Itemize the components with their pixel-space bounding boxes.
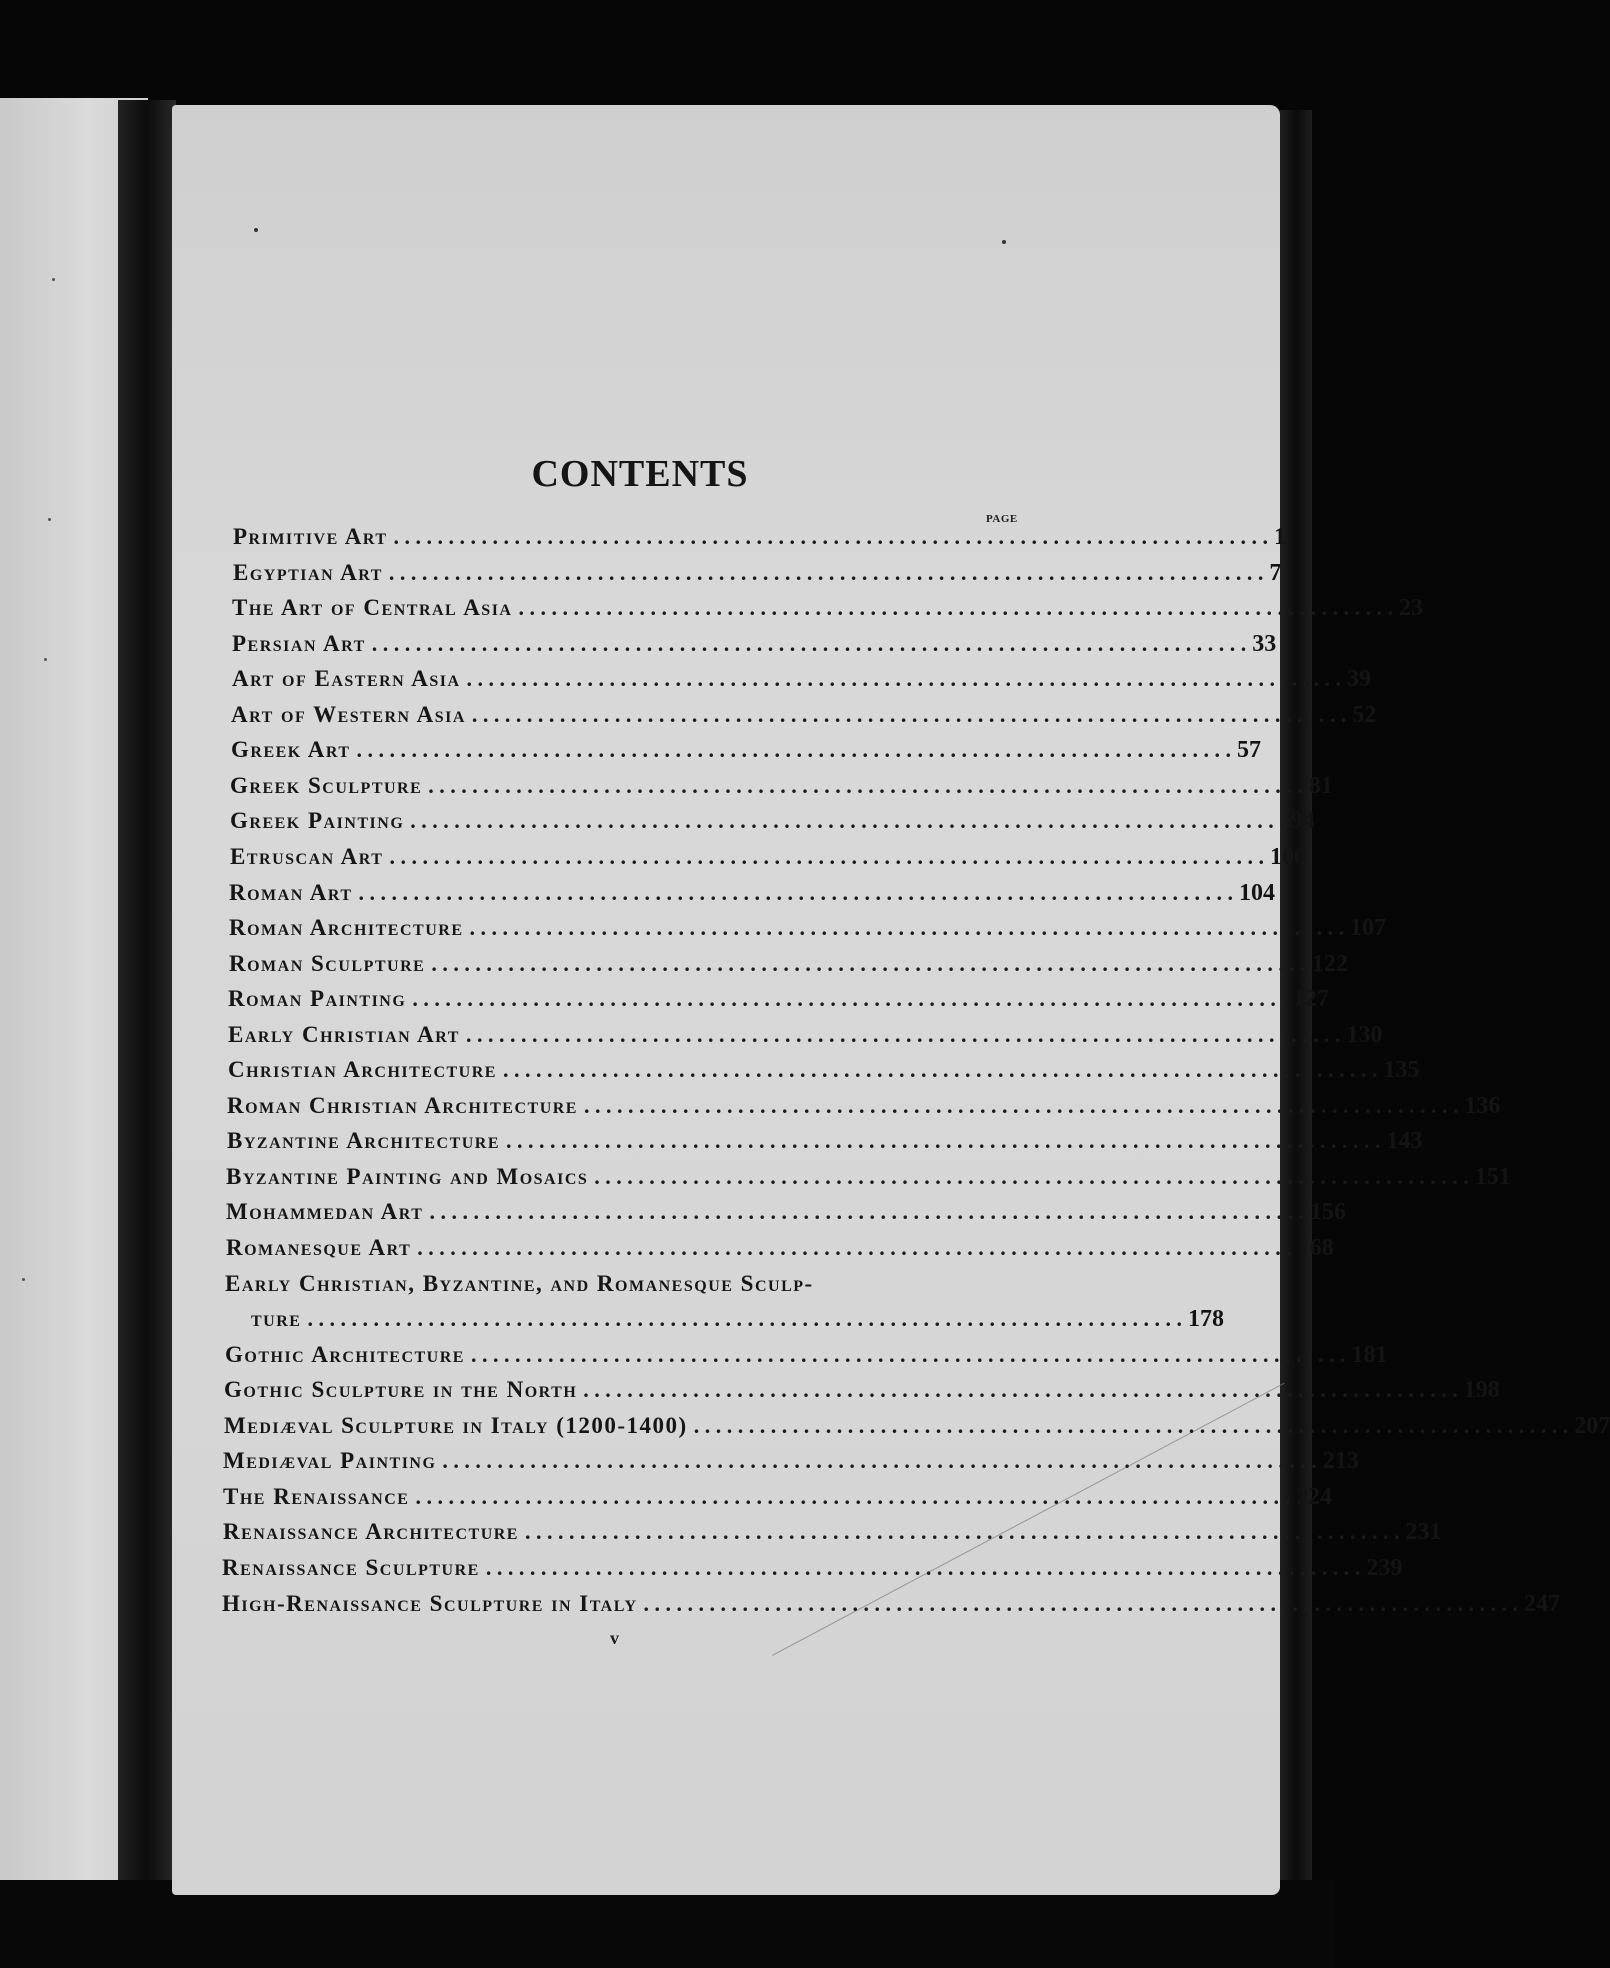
- toc-entry-page: 151: [1474, 1163, 1511, 1190]
- toc-entry: [231, 701, 1377, 734]
- toc-entry: [230, 808, 1315, 840]
- paper-speck: [1002, 240, 1006, 244]
- toc-entry-page: 247: [1524, 1590, 1560, 1617]
- toc-entry-title: Roman Painting: [228, 986, 407, 1012]
- toc-entry-title: Roman Sculpture: [229, 950, 426, 976]
- dot-leader: . . . . . . . . . . . . . . . . . . . . . . . . . . . . . . . . . . . . . . . . . . . . . . . . . . . . . . . . . . . . . . . . . . . . . . . . . . . . . . . .: [465, 1021, 1341, 1047]
- toc-entry: [225, 1306, 1224, 1338]
- toc-entry: [222, 1554, 1403, 1587]
- toc-entry-page: 181: [1351, 1341, 1388, 1368]
- toc-entry: [232, 666, 1372, 698]
- toc-entry-page: 198: [1463, 1377, 1500, 1404]
- toc-entry-title: Roman Christian Architecture: [227, 1092, 578, 1118]
- dot-leader: . . . . . . . . . . . . . . . . . . . . . . . . . . . . . . . . . . . . . . . . . . . . . . . . . . . . . . . . . . . . . . . . . . . . . . . . . . . . . . . .: [583, 1377, 1458, 1403]
- toc-entry: [225, 1341, 1388, 1374]
- toc-entry-page: 130: [1346, 1021, 1383, 1048]
- toc-entry-title: High-Renaissance Sculpture in Italy: [222, 1590, 638, 1616]
- toc-entry-title: Mediæval Sculpture in Italy (1200-1400): [224, 1412, 688, 1438]
- toc-entry: [232, 595, 1423, 627]
- toc-entry-title: The Renaissance: [223, 1483, 410, 1509]
- paper-speck: [254, 228, 258, 232]
- toc-entry-title: Early Christian, Byzantine, and Romanesque Sculp-: [225, 1270, 814, 1296]
- toc-entry-title: ture: [251, 1306, 302, 1332]
- dot-leader: . . . . . . . . . . . . . . . . . . . . . . . . . . . . . . . . . . . . . . . . . . . . . . . . . . . . . . . . . . . . . . . . . . . . . . . . . . . . . . . .: [393, 524, 1269, 549]
- paper-speck: [48, 518, 51, 521]
- toc-entry: [230, 772, 1333, 805]
- dot-leader: . . . . . . . . . . . . . . . . . . . . . . . . . . . . . . . . . . . . . . . . . . . . . . . . . . . . . . . . . . . . . . . . . . . . . . . . . . . . . . . .: [643, 1590, 1518, 1616]
- toc-entry: [229, 915, 1386, 947]
- toc-entry: [226, 1235, 1334, 1267]
- toc-entry-title: Mohammedan Art: [226, 1199, 424, 1225]
- dot-leader: . . . . . . . . . . . . . . . . . . . . . . . . . . . . . . . . . . . . . . . . . . . . . . . . . . . . . . . . . . . . . . . . . . . . . . . . . . . . . . . .: [429, 1199, 1304, 1225]
- toc-entry: [229, 950, 1348, 983]
- dot-leader: . . . . . . . . . . . . . . . . . . . . . . . . . . . . . . . . . . . . . . . . . . . . . . . . . . . . . . . . . . . . . . . . . . . . . . . . . . . . . . . .: [412, 986, 1287, 1012]
- dot-leader: . . . . . . . . . . . . . . . . . . . . . . . . . . . . . . . . . . . . . . . . . . . . . . . . . . . . . . . . . . . . . . . . . . . . . . . . . . . . . . . .: [524, 1519, 1400, 1545]
- paper-speck: [22, 1278, 25, 1281]
- paper-speck: [44, 658, 47, 661]
- toc-entry-page: 135: [1383, 1057, 1420, 1084]
- dot-leader: . . . . . . . . . . . . . . . . . . . . . . . . . . . . . . . . . . . . . . . . . . . . . . . . . . . . . . . . . . . . . . . . . . . . . . . . . . . . . . . .: [371, 630, 1247, 656]
- paper-speck: [52, 278, 55, 281]
- toc-entry: [227, 1092, 1501, 1125]
- toc-entry: [223, 1448, 1359, 1480]
- toc-entry: [226, 1163, 1511, 1196]
- toc-entry-page: 178: [1187, 1306, 1224, 1333]
- dot-leader: . . . . . . . . . . . . . . . . . . . . . . . . . . . . . . . . . . . . . . . . . . . . . . . . . . . . . . . . . . . . . . . . . . . . . . . . . . . . . . . .: [388, 559, 1264, 585]
- toc-entry-page: 104: [1239, 879, 1276, 906]
- dot-leader: . . . . . . . . . . . . . . . . . . . . . . . . . . . . . . . . . . . . . . . . . . . . . . . . . . . . . . . . . . . . . . . . . . . . . . . . . . . . . . . .: [307, 1306, 1182, 1332]
- dot-leader: . . . . . . . . . . . . . . . . . . . . . . . . . . . . . . . . . . . . . . . . . . . . . . . . . . . . . . . . . . . . . . . . . . . . . . . . . . . . . . . .: [470, 1341, 1346, 1367]
- dot-leader: . . . . . . . . . . . . . . . . . . . . . . . . . . . . . . . . . . . . . . . . . . . . . . . . . . . . . . . . . . . . . . . . . . . . . . . . . . . . . . . .: [431, 950, 1306, 976]
- toc-entry: [225, 1271, 1030, 1303]
- toc-entry-title: Primitive Art: [233, 524, 388, 549]
- dot-leader: . . . . . . . . . . . . . . . . . . . . . . . . . . . . . . . . . . . . . . . . . . . . . . . . . . . . . . . . . . . . . . . . . . . . . . . . . . . . . . . .: [356, 737, 1231, 763]
- toc-entry-page: 127: [1292, 986, 1329, 1013]
- dot-leader: . . . . . . . . . . . . . . . . . . . . . . . . . . . . . . . . . . . . . . . . . . . . . . . . . . . . . . . . . . . . . . . . . . . . . . . . . . . . . . . .: [506, 1128, 1381, 1154]
- toc-entry-page: 224: [1295, 1483, 1332, 1510]
- toc-entry-page: 207: [1574, 1412, 1610, 1439]
- toc-entry-page: 136: [1464, 1092, 1501, 1119]
- toc-entry-title: Roman Architecture: [229, 915, 464, 941]
- dot-leader: . . . . . . . . . . . . . . . . . . . . . . . . . . . . . . . . . . . . . . . . . . . . . . . . . . . . . . . . . . . . . . . . . . . . . . . . . . . . . . . .: [518, 595, 1393, 621]
- toc-entry-title: Early Christian Art: [228, 1021, 460, 1047]
- dot-leader: . . . . . . . . . . . . . . . . . . . . . . . . . . . . . . . . . . . . . . . . . . . . . . . . . . . . . . . . . . . . . . . . . . . . . . . . . . . . . . . .: [415, 1483, 1290, 1509]
- toc-entry: [226, 1199, 1346, 1231]
- toc-entry: [227, 1128, 1423, 1160]
- toc-entry-title: Byzantine Painting and Mosaics: [226, 1163, 589, 1189]
- toc-entry-title: Egyptian Art: [233, 559, 383, 585]
- toc-entry-title: Christian Architecture: [228, 1057, 497, 1083]
- dot-leader: . . . . . . . . . . . . . . . . . . . . . . . . . . . . . . . . . . . . . . . . . . . . . . . . . . . . . . . . . . . . . . . . . . . . . . . . . . . . . . . .: [442, 1448, 1317, 1474]
- toc-entry: [222, 1590, 1560, 1623]
- contents-heading: CONTENTS: [531, 453, 749, 495]
- dot-leader: . . . . . . . . . . . . . . . . . . . . . . . . . . . . . . . . . . . . . . . . . . . . . . . . . . . . . . . . . . . . . . . . . . . . . . . . . . . . . . . .: [417, 1235, 1292, 1260]
- toc-entry-title: Persian Art: [232, 630, 366, 656]
- toc-entry-page: 1: [1274, 524, 1287, 550]
- dot-leader: . . . . . . . . . . . . . . . . . . . . . . . . . . . . . . . . . . . . . . . . . . . . . . . . . . . . . . . . . . . . . . . . . . . . . . . . . . . . . . . .: [428, 772, 1303, 798]
- dot-leader: . . . . . . . . . . . . . . . . . . . . . . . . . . . . . . . . . . . . . . . . . . . . . . . . . . . . . . . . . . . . . . . . . . . . . . . . . . . . . . . .: [410, 808, 1285, 834]
- toc-entry-title: Greek Art: [231, 737, 351, 763]
- book-gutter: [118, 100, 176, 1900]
- dot-leader: . . . . . . . . . . . . . . . . . . . . . . . . . . . . . . . . . . . . . . . . . . . . . . . . . . . . . . . . . . . . . . . . . . . . . . . . . . . . . . . .: [466, 666, 1342, 692]
- toc-entry-page: 100: [1269, 843, 1306, 870]
- toc-entry-title: Romanesque Art: [226, 1235, 412, 1260]
- toc-entry-page: 33: [1252, 630, 1277, 657]
- dot-leader: . . . . . . . . . . . . . . . . . . . . . . . . . . . . . . . . . . . . . . . . . . . . . . . . . . . . . . . . . . . . . . . . . . . . . . . . . . . . . . . .: [594, 1163, 1469, 1189]
- toc-entry-page: 239: [1366, 1554, 1403, 1581]
- toc-entry-page: 52: [1352, 701, 1377, 728]
- toc-entry-title: Greek Painting: [230, 808, 405, 834]
- toc-entry-title: The Art of Central Asia: [232, 595, 513, 621]
- dot-leader: . . . . . . . . . . . . . . . . . . . . . . . . . . . . . . . . . . . . . . . . . . . . . . . . . . . . . . . . . . . . . . . . . . . . . . . . . . . . . . . .: [583, 1092, 1459, 1118]
- dot-leader: . . . . . . . . . . . . . . . . . . . . . . . . . . . . . . . . . . . . . . . . . . . . . . . . . . . . . . . . . . . . . . . . . . . . . . . . . . . . . . . .: [471, 701, 1347, 727]
- toc-entry-title: Etruscan Art: [230, 843, 384, 869]
- toc-entry-title: Art of Eastern Asia: [232, 666, 461, 692]
- toc-entry-title: Mediæval Painting: [223, 1448, 437, 1474]
- toc-entry: [228, 1021, 1383, 1054]
- toc-entry-title: Renaissance Sculpture: [222, 1554, 480, 1580]
- toc-entry-title: Art of Western Asia: [231, 701, 466, 727]
- toc-entry: [233, 559, 1282, 592]
- toc-entry-title: Greek Sculpture: [230, 772, 423, 798]
- toc-entry-title: Gothic Sculpture in the North: [224, 1377, 578, 1403]
- dot-leader: . . . . . . . . . . . . . . . . . . . . . . . . . . . . . . . . . . . . . . . . . . . . . . . . . . . . . . . . . . . . . . . . . . . . . . . . . . . . . . . .: [502, 1057, 1378, 1083]
- toc-entry: [228, 986, 1329, 1018]
- toc-entry: [223, 1519, 1442, 1551]
- toc-entry-title: Renaissance Architecture: [223, 1519, 519, 1545]
- toc-entry-page: 39: [1347, 666, 1372, 693]
- toc-entry-page: 23: [1399, 595, 1423, 622]
- dot-leader: . . . . . . . . . . . . . . . . . . . . . . . . . . . . . . . . . . . . . . . . . . . . . . . . . . . . . . . . . . . . . . . . . . . . . . . . . . . . . . . .: [693, 1412, 1569, 1438]
- toc-entry-title: Byzantine Architecture: [227, 1128, 501, 1154]
- toc-entry: [224, 1412, 1610, 1445]
- toc-entry: [229, 879, 1276, 912]
- toc-entry-page: 94: [1290, 808, 1315, 835]
- toc-entry-page: 122: [1311, 950, 1348, 977]
- toc-entry: [231, 737, 1261, 769]
- toc-entry-title: Roman Art: [229, 879, 353, 905]
- toc-entry-page: 81: [1308, 772, 1333, 799]
- toc-entry: [223, 1483, 1332, 1516]
- toc-entry: [232, 630, 1277, 663]
- dot-leader: . . . . . . . . . . . . . . . . . . . . . . . . . . . . . . . . . . . . . . . . . . . . . . . . . . . . . . . . . . . . . . . . . . . . . . . . . . . . . . . .: [485, 1554, 1361, 1580]
- dot-leader: . . . . . . . . . . . . . . . . . . . . . . . . . . . . . . . . . . . . . . . . . . . . . . . . . . . . . . . . . . . . . . . . . . . . . . . . . . . . . . . .: [389, 843, 1264, 869]
- toc-entry-page: 107: [1350, 915, 1386, 942]
- dot-leader: . . . . . . . . . . . . . . . . . . . . . . . . . . . . . . . . . . . . . . . . . . . . . . . . . . . . . . . . . . . . . . . . . . . . . . . . . . . . . . . .: [358, 879, 1234, 905]
- toc-entry-page: 57: [1237, 737, 1261, 764]
- toc-entry-page: 143: [1386, 1128, 1423, 1155]
- toc-entry-page: 7: [1269, 559, 1282, 586]
- toc-entry: [230, 843, 1306, 876]
- toc-entry-page: 231: [1405, 1519, 1442, 1546]
- page-folio: v: [610, 1628, 619, 1648]
- toc-entry-page: 168: [1297, 1235, 1334, 1261]
- toc-entry-page: 213: [1322, 1448, 1359, 1475]
- dot-leader: . . . . . . . . . . . . . . . . . . . . . . . . . . . . . . . . . . . . . . . . . . . . . . . . . . . . . . . . . . . . . . . . . . . . . . . . . . . . . . . .: [469, 915, 1344, 941]
- toc-entry: [224, 1377, 1500, 1409]
- toc-entry: [228, 1057, 1420, 1089]
- toc-entry: [233, 524, 1287, 556]
- toc-entry-title: Gothic Architecture: [225, 1341, 465, 1367]
- toc-entry-page: 156: [1309, 1199, 1346, 1226]
- page-column-label: PAGE: [986, 513, 1018, 525]
